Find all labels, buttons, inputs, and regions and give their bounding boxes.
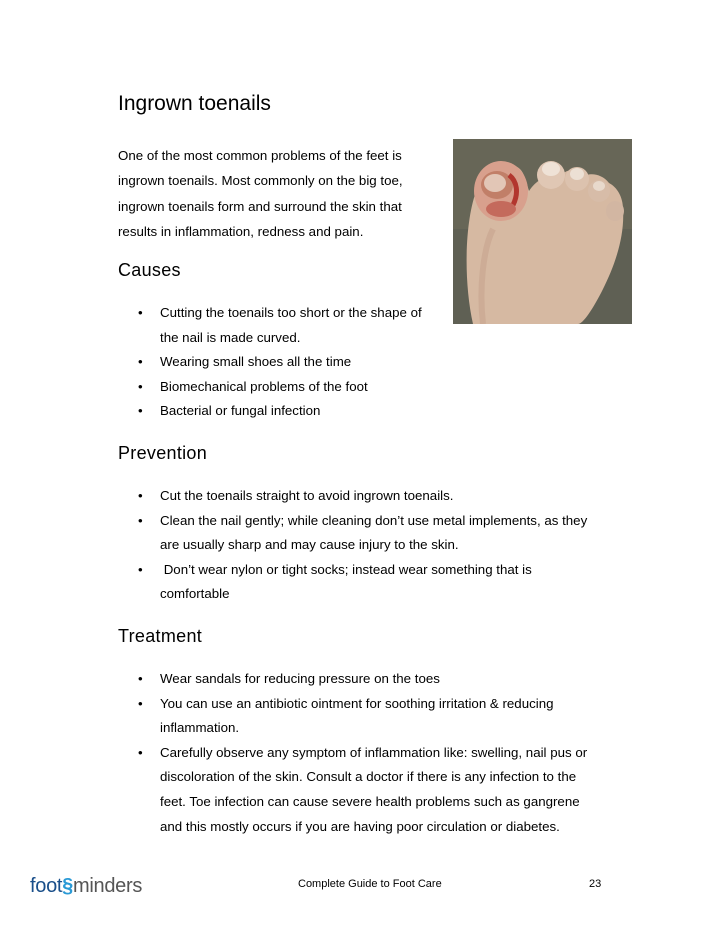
prevention-heading: Prevention xyxy=(118,443,208,463)
list-item: • Bacterial or fungal infection xyxy=(118,399,422,424)
intro-line: ingrown toenails. Most commonly on the big toe, xyxy=(118,173,403,189)
bullet: • xyxy=(138,354,143,370)
list-item: • Clean the nail gently; while cleaning don’t use metal implements, as they are usually sharp and may cause injury to the skin. xyxy=(118,509,587,558)
list-item: • Don’t wear nylon or tight socks; instead wear something that is comfortable xyxy=(118,558,587,607)
logo-swirl-icon: § xyxy=(62,875,73,897)
list-item: • Cut the toenails straight to avoid ingrown toenails. xyxy=(118,484,587,509)
bullet: • xyxy=(138,695,143,711)
bullet: • xyxy=(138,378,143,394)
intro-line: One of the most common problems of the feet is xyxy=(118,148,402,163)
bullet: • xyxy=(138,403,143,419)
list-item: • Wear sandals for reducing pressure on the toes xyxy=(118,667,587,692)
treatment-heading: Treatment xyxy=(118,626,203,646)
foot-illustration xyxy=(453,139,632,324)
bullet: • xyxy=(138,488,143,503)
prevention-list xyxy=(118,484,587,607)
footer-title: Complete Guide to Foot Care xyxy=(298,878,442,890)
bullet: • xyxy=(138,744,143,760)
ingrown-toenail-photo xyxy=(453,139,632,324)
bullet: • xyxy=(138,671,143,686)
list-item: • Carefully observe any symptom of inflammation like: swelling, nail pus or discoloration of the skin. Consult a doctor if there is any infection to the feet. Toe infection can cause severe health problems such as gangrene and this mostly occurs if you are having poor circulation or diabetes. xyxy=(118,741,587,839)
causes-heading: Causes xyxy=(118,260,181,280)
intro-paragraph xyxy=(118,143,438,244)
intro-line: results in inflammation, redness and pain. xyxy=(118,223,364,239)
bullet: • xyxy=(138,305,143,320)
bullet: • xyxy=(138,561,143,577)
list-item: • Biomechanical problems of the foot xyxy=(118,375,422,400)
bullet: • xyxy=(138,512,143,528)
logo-text-minders: minders xyxy=(73,875,143,897)
intro-line: ingrown toenails form and surround the skin that xyxy=(118,198,402,214)
causes-list xyxy=(118,301,422,424)
list-item: • You can use an antibiotic ointment for soothing irritation & reducing inflammation. xyxy=(118,692,587,741)
list-item: • Cutting the toenails too short or the shape of the nail is made curved. xyxy=(118,301,422,350)
list-item: • Wearing small shoes all the time xyxy=(118,350,422,375)
logo-text-foot: foot xyxy=(30,875,63,897)
page-number: 23 xyxy=(589,878,602,890)
footminders-logo xyxy=(30,875,142,898)
treatment-list xyxy=(118,667,587,839)
page-title: Ingrown toenails xyxy=(118,92,271,115)
